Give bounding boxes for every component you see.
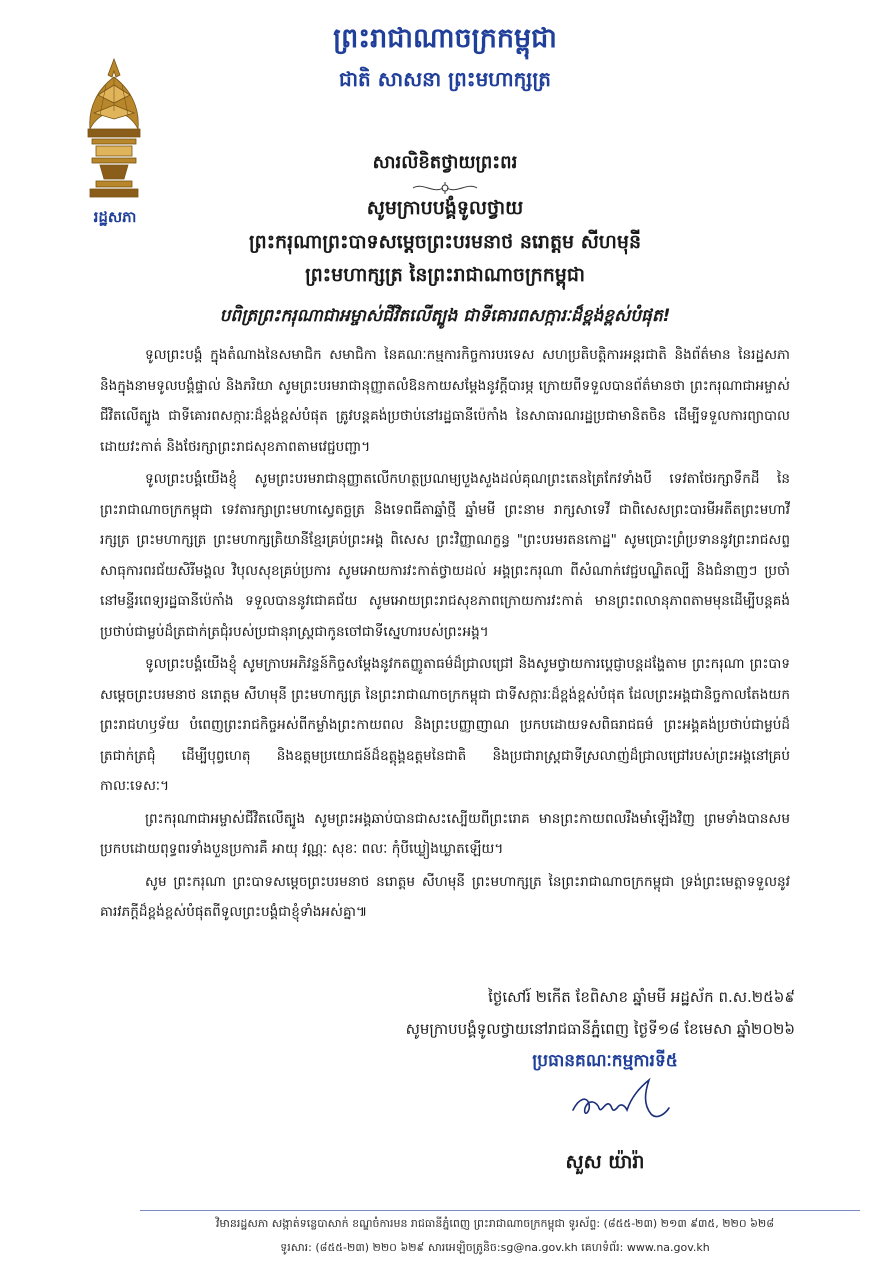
footer-divider xyxy=(140,1210,860,1211)
body-paragraph-3: ទូលព្រះបង្គំយើងខ្ញុំ សូមក្រាបអភិវន្ទន៍កិច្ចសម្តែងនូវកតញ្ញូតាធម៌ដ៏ជ្រាលជ្រៅ និងសូមថ្វាយការប្តេជ្ញាបន្តដង្ហែតាម ព្រះករុណា ព្រះបាទសម្តេចព្រះបរមនាថ នរោត្តម សីហមុនី ព្រះមហាក្សត្រ នៃព្រះរាជាណាចក្រកម្ពុជា ជាទីសក្ការៈដ៏ខ្ពង់ខ្ពស់បំផុត ដែលព្រះអង្គជានិច្ចកាលតែងយកព្រះរាជហឫទ័យ បំពេញព្រះរាជកិច្ចអស់ពីកម្លាំងព្រះកាយពល និងព្រះបញ្ញាញាណ ប្រកបដោយទសពិធរាជធម៌ ព្រះអង្គគង់ប្រថាប់ជាម្លប់ដ៏ត្រជាក់ត្រជុំ ដើម្បីបុព្វហេតុ និងឧត្តមប្រយោជន៍ដ៏ឧត្តុង្គឧត្តមនៃជាតិ និងប្រជារាស្ត្រជាទីស្រលាញ់ដ៏ជ្រាលជ្រៅរបស់ព្រះអង្គនៅគ្រប់កាលៈទេសៈ។ xyxy=(100,656,790,794)
national-motto: ជាតិ សាសនា ព្រះមហាក្សត្រ xyxy=(339,67,551,91)
salutation: បពិត្រព្រះករុណាជាអម្ចាស់ជីវិតលើត្បូង ជាទីគោរពសក្ការៈដ៏ខ្ពង់ខ្ពស់បំផុត! xyxy=(219,306,671,326)
body-paragraph-2: ទូលព្រះបង្គំយើងខ្ញុំ សូមព្រះបរមរាជានុញ្ញាតលើកហត្ថប្រណម្យបួងសួងដល់គុណព្រះតេនត្រៃកែវទាំងបី ទេវតាថែរក្សាទឹកដី នៃព្រះរាជាណាចក្រកម្ពុជា ទេវតារក្សាព្រះមហាស្វេតច្ឆត្រ និងទេពធីតាឆ្នាំថ្មី ឆ្នាំមមី ព្រះនាម រាក្សសាទេវី ជាពិសេសព្រះបារមីអតីតព្រះមហាវីរក្សត្រ ព្រះមហាក្សត្រ ព្រះមហាក្សត្រិយានីខ្មែរគ្រប់ព្រះអង្គ ពិសេស ព្រះវិញ្ញាណក្ខន្ធ "ព្រះបរមរតនកោដ្ឋ" សូមប្រោះព្រំប្រទាននូវព្រះរាជសព្ទសាធុការពរជ័យសិរីមង្គល វិបុលសុខគ្រប់ប្រការ សូមអោយការវះកាត់ថ្វាយដល់ អង្គព្រះករុណា ពីសំណាក់វេជ្ជបណ្ឌិតល្បី និងជំនាញៗ ប្រចាំនៅមន្ទីរពេទ្យរដ្ឋធានីប៉េកាំង ទទួលបាននូវជោគជ័យ សូមអោយព្រះរាជសុខភាពក្រោយការវះកាត់ មានព្រះពលានុភាពតាមមុនដើម្បីបន្តគង់ប្រថាប់ជាម្លប់ដ៏ត្រជាក់ត្រជុំរបស់ប្រជានុរាស្ត្រជាកូនចៅជាទីស្នេហារបស់ព្រះអង្គ។ xyxy=(100,471,790,640)
letter-body xyxy=(100,340,790,930)
signatory-title: ប្រធានគណៈកម្មការទី៥ xyxy=(532,1051,678,1071)
addressee-line-3: ព្រះមហាក្សត្រ នៃព្រះរាជាណាចក្រកម្ពុជា xyxy=(305,264,585,286)
body-paragraph-5: សូម ព្រះករុណា ព្រះបាទសម្តេចព្រះបរមនាថ នរោត្តម សីហមុនី ព្រះមហាក្សត្រ នៃព្រះរាជាណាចក្រកម្ពុជា ទ្រង់ព្រះមេត្តាទទួលនូវគារវភក្តីដ៏ខ្ពង់ខ្ពស់បំផុតពីទូលព្រះបង្គំជាខ្ញុំទាំងអស់គ្នា៕ xyxy=(100,873,790,920)
footer-address: វិមានរដ្ឋសភា សង្កាត់ទន្លេបាសាក់ ខណ្ឌចំការមន រាជធានីភ្នំពេញ ព្រះរាជាណាចក្រកម្ពុជា ទូរស័ព្ទ: (៨៥៥-២៣) ២១៣ ៩៣៥, ២២០ ៦២៨ xyxy=(215,1217,775,1230)
body-paragraph-1: ទូលព្រះបង្គំ ក្នុងតំណាងនៃសមាជិក សមាជិកា នៃគណៈកម្មការកិច្ចការបរទេស សហប្រតិបត្តិការអន្តរជាតិ និងព័ត៌មាន នៃរដ្ឋសភា និងក្នុងនាមទូលបង្គំផ្ទាល់ និងភរិយា សូមព្រះបរមរាជានុញ្ញាតលំឱនកាយសម្តែងនូវក្តីបារម្ភ ក្រោយពីទទួលបានព័ត៌មានថា ព្រះករុណាជាអម្ចាស់ជីវិតលើត្បូង ជាទីគោរពសក្ការៈដ៏ខ្ពង់ខ្ពស់បំផុត ត្រូវបន្តគង់ប្រថាប់នៅរដ្ឋធានីប៉េកាំង នៃសាធារណរដ្ឋប្រជាមានិតចិន ដើម្បីទទួលការព្យាបាលដោយវះកាត់ និងថែរក្សាព្រះរាជសុខភាពតាមវេជ្ជបញ្ជា។ xyxy=(100,347,790,455)
kingdom-title: ព្រះរាជាណាចក្រកម្ពុជា xyxy=(333,23,557,54)
addressee-line-2: ព្រះករុណាព្រះបាទសម្តេចព្រះបរមនាថ នរោត្តម សីហមុនី xyxy=(248,231,642,253)
national-assembly-emblem-icon xyxy=(78,55,150,205)
body-paragraph-4: ព្រះករុណាជាអម្ចាស់ជីវិតលើត្បូង សូមព្រះអង្គឆាប់បានជាសះស្បើយពីព្រះរោគ មានព្រះកាយពលរឹងមាំឡើងវិញ ព្រមទាំងបានសមប្រកបដោយពុទ្ធពរទាំងបួនប្រការគឺ អាយុ វណ្ណៈ សុខៈ ពលៈ កុំបីឃ្លៀងឃ្លាតឡើយ។ xyxy=(100,810,790,857)
handwritten-signature-icon xyxy=(565,1068,675,1128)
signer-name: សួស យ៉ារ៉ា xyxy=(565,1151,645,1173)
floral-ornament-icon xyxy=(405,180,485,196)
place-and-date: សូមក្រាបបង្គំទូលថ្វាយនៅរាជធានីភ្នំពេញ ថ្ងៃទី១៨ ខែមេសា ឆ្នាំ២០២៦ xyxy=(405,1020,795,1038)
ministry-label: រដ្ឋសភា xyxy=(93,208,137,226)
lunar-date: ថ្ងៃសៅរ៍ ២កើត ខែពិសាខ ឆ្នាំមមី អដ្ឋស័ក ព.ស.២៥៦៩ xyxy=(488,988,795,1006)
document-type: សារលិខិតថ្វាយព្រះពរ xyxy=(372,152,518,173)
addressee-line-1: សូមក្រាបបង្គំទូលថ្វាយ xyxy=(366,197,524,219)
footer-contact: ទូរសារ: (៨៥៥-២៣) ២២០ ៦២៩ សារអេឡិចត្រូនិច:sg@na.gov.kh គេហទំព័រ: www.na.gov.kh xyxy=(280,1241,710,1254)
